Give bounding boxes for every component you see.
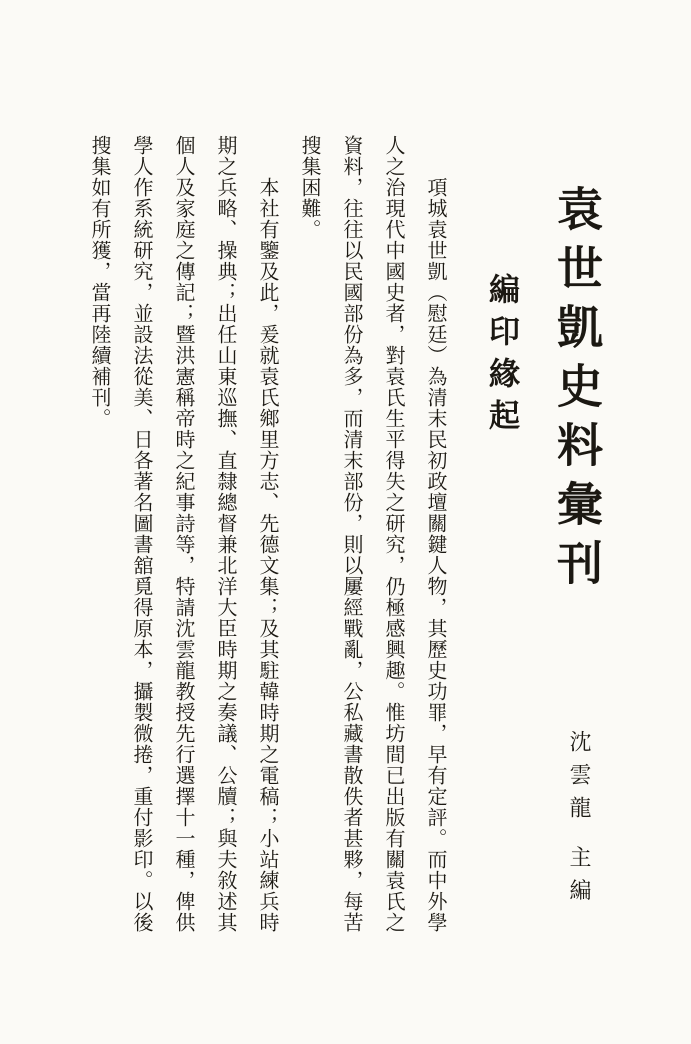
text-column-2: 人之治現代中國史者，對袁氏生平得失之研究，仍極感興趣。惟坊間已出版有關袁氏之 [382,135,404,933]
text-column-9: 搜集如有所獲，當再陸續補刊。 [88,135,110,429]
section-heading: 編印緣起 [484,273,519,441]
text-column-5: 本社有鑒及此，爰就袁氏鄉里方志、先德文集；及其駐韓時期之電稿；小站練兵時 [256,177,278,933]
text-column-3: 資料，往往以民國部份為多，而清末部份，則以屢經戰亂，公私藏書散佚者甚夥，每苦 [340,135,362,933]
text-column-7: 個人及家庭之傳記；暨洪憲稱帝時之紀事詩等，特請沈雲龍教授先行選擇十一種，俾供 [172,135,194,933]
text-column-1: 項城袁世凱（慰廷）為清末民初政壇關鍵人物，其歷史功罪，早有定評。而中外學 [424,177,446,933]
editor-byline: 沈雲龍 主編 [567,730,592,912]
text-column-6: 期之兵略、操典；出任山東巡撫、直隸總督兼北洋大臣時期之奏議、公牘；與夫敘述其 [214,135,236,933]
text-column-4: 搜集困難。 [298,135,320,240]
book-title: 袁世凱史料彙刊 [551,185,602,598]
body-text-block [78,135,456,947]
text-column-8: 學人作系統研究，並設法從美、日各著名圖書舘覓得原本，攝製微捲，重付影印。以後 [130,135,152,933]
